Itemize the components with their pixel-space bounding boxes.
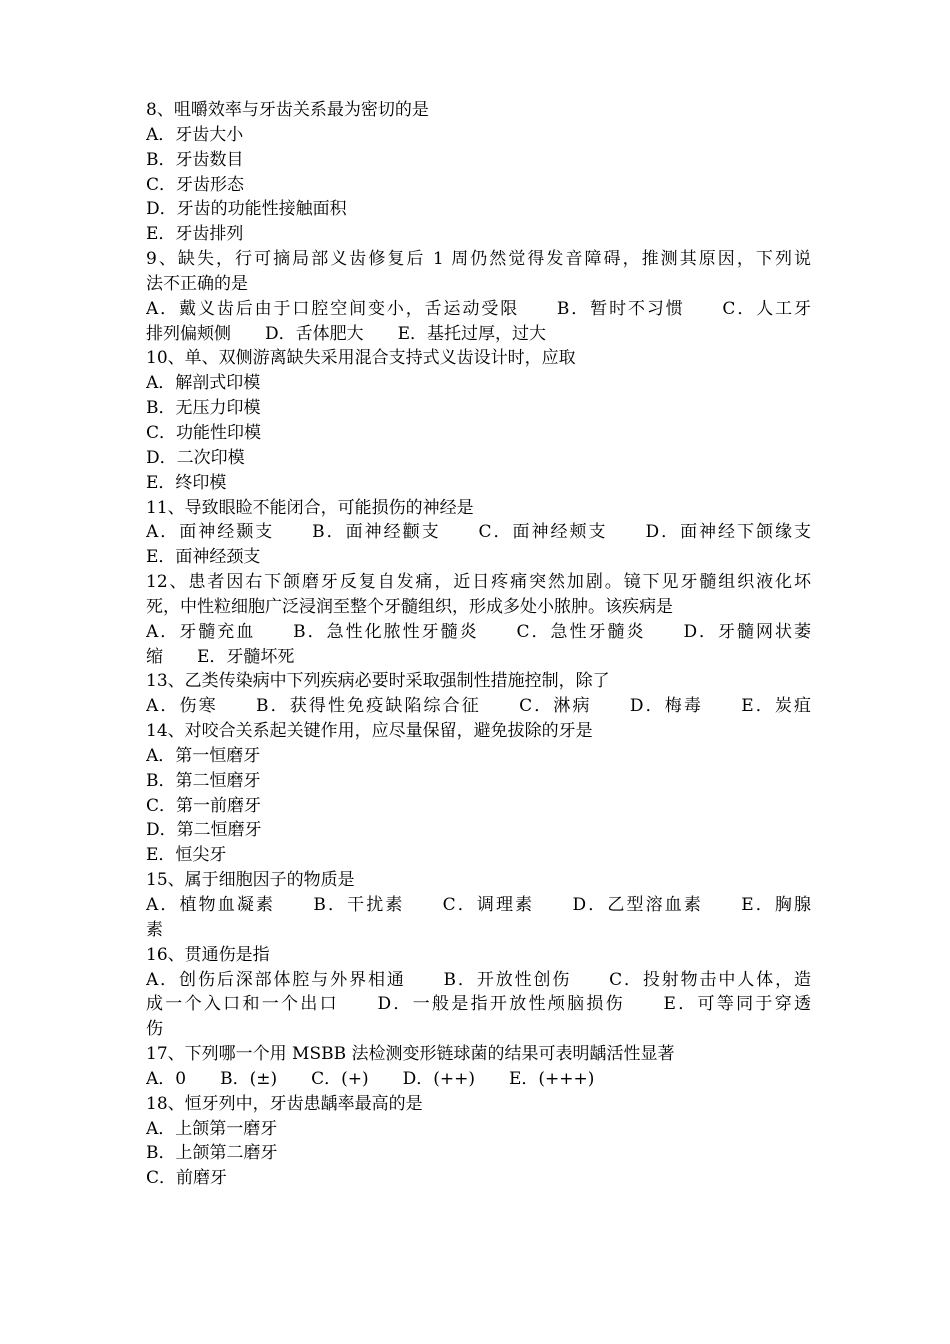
q15-options-line-2: 素 <box>146 919 163 940</box>
q14-option-b: B．第二恒磨牙 <box>146 770 261 791</box>
q9-stem-line-1: 9、缺失，行可摘局部义齿修复后 1 周仍然觉得发音障碍，推测其原因，下列说 <box>146 249 811 270</box>
q18-option-a: A．上颌第一磨牙 <box>146 1118 278 1139</box>
q14-option-e: E．恒尖牙 <box>146 845 227 866</box>
q8-option-d: D．牙齿的功能性接触面积 <box>146 199 347 220</box>
q8-option-a: A．牙齿大小 <box>146 124 244 145</box>
document-body <box>146 98 811 1191</box>
q8-option-e: E．牙齿排列 <box>146 224 244 245</box>
q13-stem: 13、乙类传染病中下列疾病必要时采取强制性措施控制，除了 <box>146 671 610 692</box>
q11-options-line-2: E．面神经颈支 <box>146 547 261 568</box>
q10-stem: 10、单、双侧游离缺失采用混合支持式义齿设计时，应取 <box>146 348 576 369</box>
q14-stem: 14、对咬合关系起关键作用，应尽量保留，避免拔除的牙是 <box>146 721 593 742</box>
q8-option-b: B．牙齿数目 <box>146 149 244 170</box>
q17-stem: 17、下列哪一个用 MSBB 法检测变形链球菌的结果可表明龋活性显著 <box>146 1044 675 1065</box>
q10-option-e: E．终印模 <box>146 472 227 493</box>
q14-option-d: D．第二恒磨牙 <box>146 820 262 841</box>
q15-stem: 15、属于细胞因子的物质是 <box>146 870 355 891</box>
q18-option-b: B．上颌第二磨牙 <box>146 1143 278 1164</box>
q14-option-a: A．第一恒磨牙 <box>146 745 261 766</box>
q17-options: A．0 B．(±) C．(+) D．(++) E．(+++) <box>146 1068 595 1089</box>
q10-option-c: C．功能性印模 <box>146 422 262 443</box>
q16-stem: 16、贯通伤是指 <box>146 944 270 965</box>
q12-options-line-2: 缩 E．牙髓坏死 <box>146 646 295 667</box>
q18-stem: 18、恒牙列中，牙齿患龋率最高的是 <box>146 1093 423 1114</box>
q14-option-c: C．第一前磨牙 <box>146 795 262 816</box>
q11-stem: 11、导致眼睑不能闭合，可能损伤的神经是 <box>146 497 474 518</box>
q12-stem-line-1: 12、患者因右下颌磨牙反复自发痛，近日疼痛突然加剧。镜下见牙髓组织液化坏 <box>146 572 811 593</box>
q13-options: A．伤寒 B．获得性免疫缺陷综合征 C．淋病 D．梅毒 E．炭疽 <box>146 696 811 717</box>
q8-option-c: C．牙齿形态 <box>146 174 245 195</box>
q8-stem: 8、咀嚼效率与牙齿关系最为密切的是 <box>146 100 429 120</box>
q16-options-line-3: 伤 <box>146 1019 163 1040</box>
q9-stem-line-2: 法不正确的是 <box>146 273 248 294</box>
q9-options-line-1: A．戴义齿后由于口腔空间变小，舌运动受限 B．暂时不习惯 C．人工牙 <box>146 298 811 319</box>
q15-options-line-1: A．植物血凝素 B．干扰素 C．调理素 D．乙型溶血素 E．胸腺 <box>146 895 811 915</box>
q10-option-a: A．解剖式印模 <box>146 373 261 394</box>
q11-options-line-1: A．面神经颞支 B．面神经颧支 C．面神经颊支 D．面神经下颌缘支 <box>146 522 811 543</box>
q16-options-line-1: A．创伤后深部体腔与外界相通 B．开放性创伤 C．投射物击中人体，造 <box>146 969 811 990</box>
q10-option-b: B．无压力印模 <box>146 398 261 419</box>
q9-options-line-2: 排列偏颊侧 D．舌体肥大 E．基托过厚，过大 <box>146 323 547 344</box>
q12-stem-line-2: 死，中性粒细胞广泛浸润至整个牙髓组织，形成多处小脓肿。该疾病是 <box>146 596 673 617</box>
q16-options-line-2: 成一个入口和一个出口 D．一般是指开放性颅脑损伤 E．可等同于穿透 <box>146 994 811 1015</box>
q18-option-c: C．前磨牙 <box>146 1168 228 1189</box>
q10-option-d: D．二次印模 <box>146 447 245 468</box>
q12-options-line-1: A．牙髓充血 B．急性化脓性牙髓炎 C．急性牙髓炎 D．牙髓网状萎 <box>146 621 811 642</box>
